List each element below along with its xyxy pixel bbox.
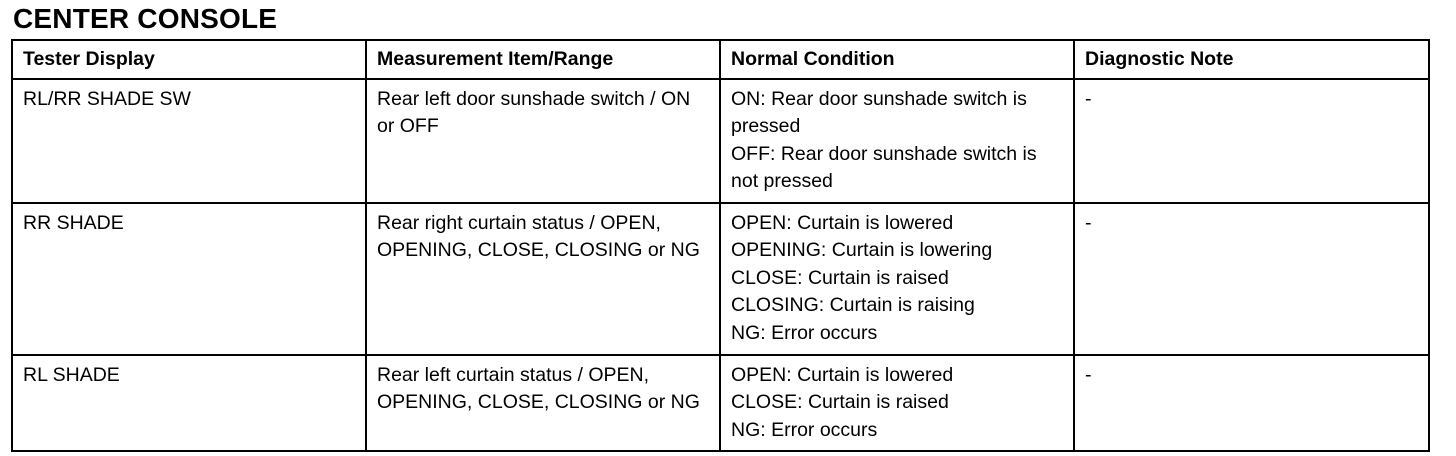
header-tester-display: Tester Display: [12, 40, 366, 79]
normal-condition-cell: [720, 203, 1074, 355]
tester-display-cell: RR SHADE: [12, 203, 366, 355]
condition-line: NG: Error occurs: [731, 418, 878, 441]
condition-line: OPENING: Curtain is lowering: [731, 239, 993, 261]
condition-line: CLOSING: Curtain is raising: [731, 294, 975, 316]
page-title: CENTER CONSOLE: [13, 3, 278, 34]
table-row: [12, 203, 1429, 355]
diagnostic-note-cell: -: [1074, 79, 1429, 203]
tester-display-cell: RL SHADE: [12, 355, 366, 452]
header-normal-condition: Normal Condition: [720, 40, 1074, 79]
condition-line: OPEN: Curtain is lowered: [731, 211, 954, 234]
condition-line: OFF: Rear door sunshade switch is not pressed: [731, 142, 1037, 192]
condition-line: CLOSE: Curtain is raised: [731, 391, 949, 413]
measurement-cell: Rear left door sunshade switch / ON or OFF: [366, 79, 720, 203]
normal-condition-cell: [720, 79, 1074, 203]
diagnostic-note-cell: -: [1074, 203, 1429, 355]
measurement-cell: Rear left curtain status / OPEN, OPENING, CLOSE, CLOSING or NG: [366, 355, 720, 452]
tester-display-cell: RL/RR SHADE SW: [12, 79, 366, 203]
condition-line: CLOSE: Curtain is raised: [731, 266, 949, 289]
table-row: [12, 79, 1429, 203]
condition-line: OPEN: Curtain is lowered: [731, 363, 954, 386]
normal-condition-cell: [720, 355, 1074, 452]
table-row: [12, 355, 1429, 452]
data-list-table: [11, 39, 1430, 452]
header-diagnostic-note: Diagnostic Note: [1074, 40, 1429, 79]
condition-line: ON: Rear door sunshade switch is pressed: [731, 87, 1027, 137]
header-measurement-item: Measurement Item/Range: [366, 40, 720, 79]
diagnostic-note-cell: -: [1074, 355, 1429, 452]
condition-line: NG: Error occurs: [731, 321, 878, 344]
measurement-cell: Rear right curtain status / OPEN, OPENING, CLOSE, CLOSING or NG: [366, 203, 720, 355]
table-header-row: [12, 40, 1429, 79]
